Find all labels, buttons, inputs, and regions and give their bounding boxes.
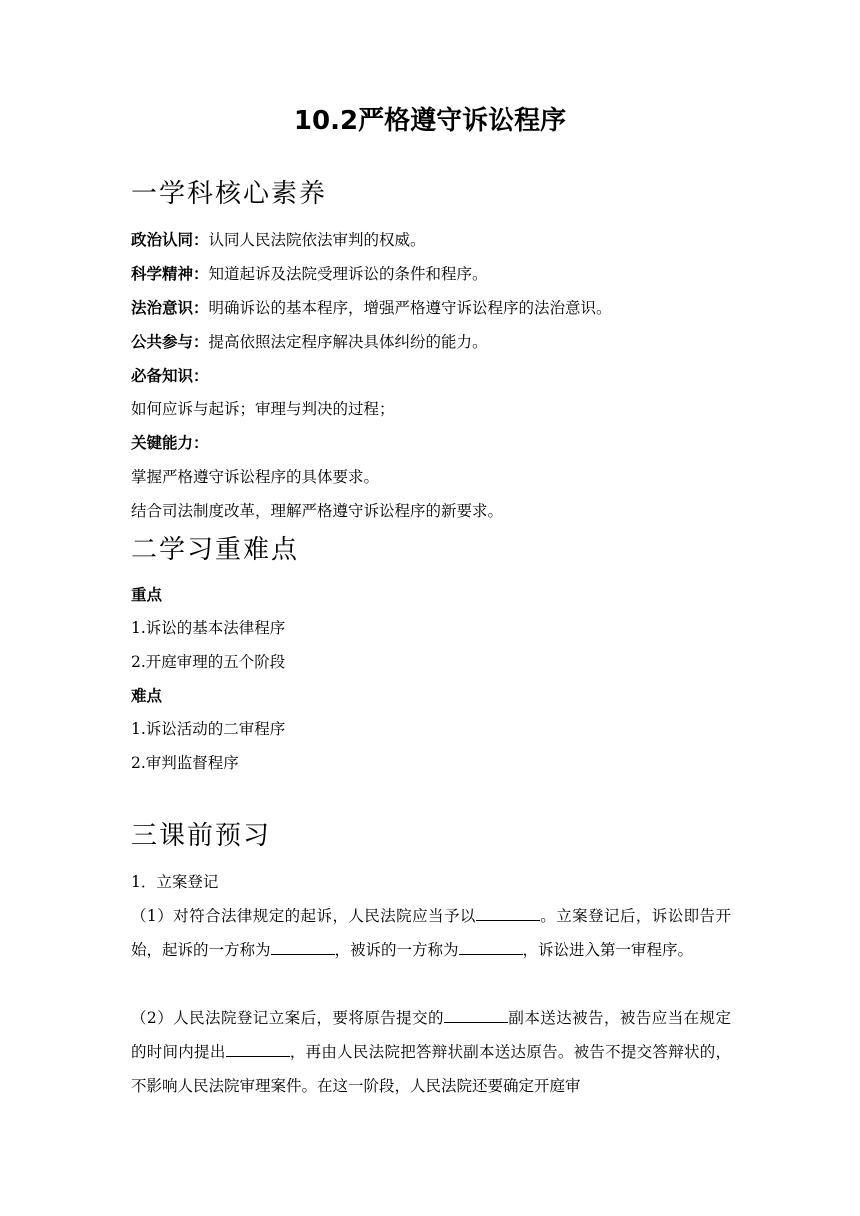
preview-paragraph-1: （1）对符合法律规定的起诉，人民法院应当予以 。立案登记后，诉讼即告开始，起诉的一方称为 ，被诉的一方称为 ，诉讼进入第一审程序。 bbox=[131, 907, 731, 959]
literacy-item bbox=[131, 331, 731, 353]
fill-in-blank[interactable] bbox=[459, 940, 523, 955]
ability-line: 掌握严格遵守诉讼程序的具体要求。 bbox=[131, 468, 380, 486]
literacy-text: 提高依照法定程序解决具体纠纷的能力。 bbox=[208, 333, 488, 351]
fill-in-blank[interactable] bbox=[476, 906, 540, 921]
key-point-item: 1.诉讼的基本法律程序 bbox=[131, 619, 286, 637]
knowledge-label: 必备知识： bbox=[131, 367, 209, 385]
literacy-item bbox=[131, 297, 731, 319]
ability-line: 结合司法制度改革，理解严格遵守诉讼程序的新要求。 bbox=[131, 502, 504, 520]
fill-in-blank[interactable] bbox=[271, 940, 335, 955]
literacy-text: 认同人民法院依法审判的权威。 bbox=[208, 231, 426, 249]
literacy-item bbox=[131, 263, 731, 285]
preview-paragraph-2: （2）人民法院登记立案后，要将原告提交的 副本送达被告，被告应当在规定的时间内提出 ，再由人民法院把答辩状副本送达原告。被告不提交答辩状的，不影响人民法院审理案件。在这一阶段，人民法院还要确定开庭审 bbox=[131, 1009, 731, 1095]
difficulty-item: 1.诉讼活动的二审程序 bbox=[131, 720, 286, 738]
literacy-text: 明确诉讼的基本程序，增强严格遵守诉讼程序的法治意识。 bbox=[208, 299, 612, 317]
literacy-item bbox=[131, 229, 731, 251]
key-point-item: 2.开庭审理的五个阶段 bbox=[131, 653, 286, 671]
difficulty-item: 2.审判监督程序 bbox=[131, 754, 239, 772]
difficulties-label: 难点 bbox=[131, 687, 163, 705]
literacy-label: 公共参与： bbox=[131, 333, 209, 351]
section-heading-core-literacy: 一学科核心素养 bbox=[131, 179, 328, 209]
knowledge-text: 如何应诉与起诉；审理与判决的过程； bbox=[131, 400, 395, 418]
fill-in-blank[interactable] bbox=[226, 1042, 290, 1057]
literacy-label: 政治认同： bbox=[131, 231, 209, 249]
document-title: 10.2严格遵守诉讼程序 bbox=[293, 106, 567, 136]
literacy-label: 法治意识： bbox=[131, 299, 209, 317]
literacy-label: 科学精神： bbox=[131, 265, 209, 283]
key-points-label: 重点 bbox=[131, 586, 163, 604]
preview-subheading: 1．立案登记 bbox=[131, 873, 219, 891]
ability-label: 关键能力： bbox=[131, 434, 209, 452]
fill-in-blank[interactable] bbox=[444, 1008, 508, 1023]
section-heading-preview: 三课前预习 bbox=[131, 821, 272, 851]
section-heading-key-difficulties: 二学习重难点 bbox=[131, 535, 300, 565]
literacy-text: 知道起诉及法院受理诉讼的条件和程序。 bbox=[208, 265, 488, 283]
